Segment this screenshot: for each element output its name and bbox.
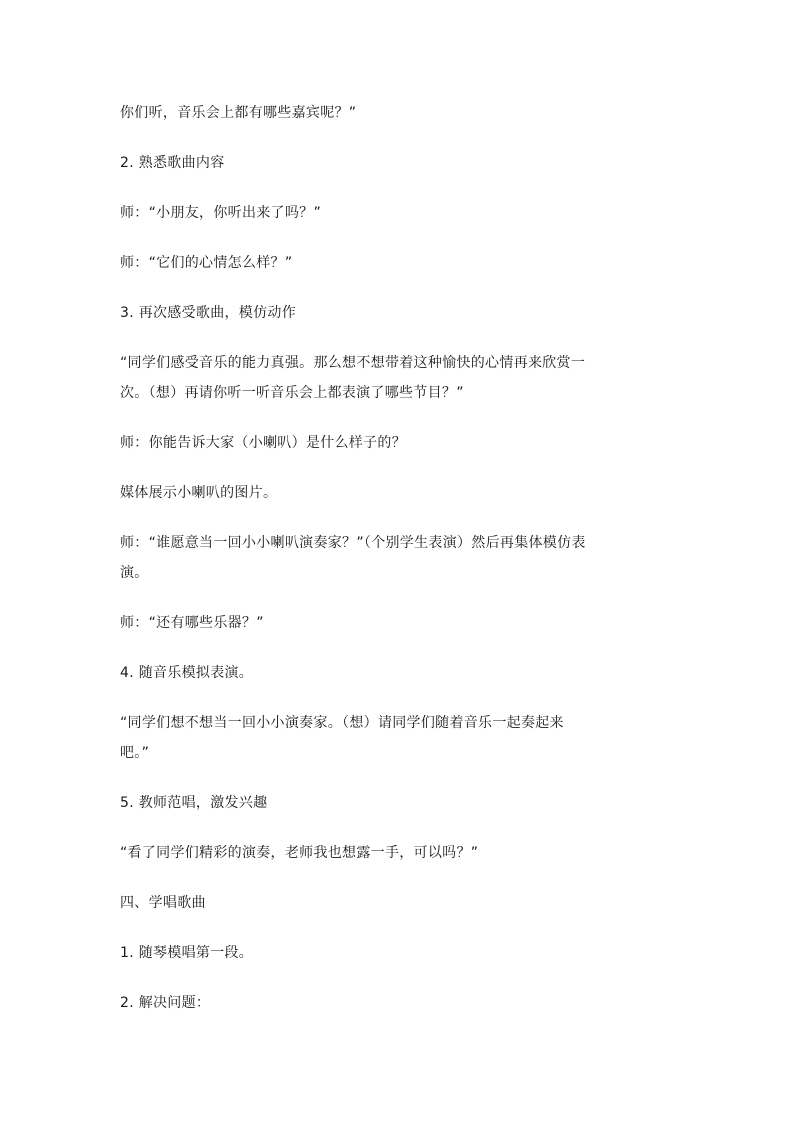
text-line: 演。 bbox=[120, 565, 149, 581]
text-line: 师：你能告诉大家（小喇叭）是什么样子的？ bbox=[120, 435, 406, 451]
text-line: “同学们想不想当一回小小演奏家。（想）请同学们随着音乐一起奏起来 bbox=[120, 715, 564, 731]
section-heading: 5. 教师范唱，激发兴趣 bbox=[120, 795, 268, 811]
text-line: 师：“谁愿意当一回小小喇叭演奏家？”（个别学生表演）然后再集体模仿表 bbox=[120, 535, 586, 551]
text-line: 媒体展示小喇叭的图片。 bbox=[120, 485, 278, 501]
text-line: 师：“小朋友，你听出来了吗？” bbox=[120, 205, 322, 221]
text-line: 次。（想）再请你听一听音乐会上都表演了哪些节目？” bbox=[120, 385, 464, 401]
text-line: 师：“还有哪些乐器？” bbox=[120, 615, 264, 631]
text-line: “同学们感受音乐的能力真强。那么想不想带着这种愉快的心情再来欣赏一 bbox=[120, 355, 586, 371]
section-heading: 四、学唱歌曲 bbox=[120, 895, 206, 911]
text-line: 你们听，音乐会上都有哪些嘉宾呢？” bbox=[120, 105, 357, 121]
text-line: 师：“它们的心情怎么样？” bbox=[120, 255, 293, 271]
section-heading: 1. 随琴模唱第一段。 bbox=[120, 945, 254, 961]
section-heading: 4. 随音乐模拟表演。 bbox=[120, 665, 254, 681]
section-heading: 2. 熟悉歌曲内容 bbox=[120, 155, 225, 171]
section-heading: 3. 再次感受歌曲，模仿动作 bbox=[120, 305, 297, 321]
text-line: 吧。” bbox=[120, 745, 150, 761]
section-heading: 2. 解决问题： bbox=[120, 995, 211, 1011]
text-line: “看了同学们精彩的演奏，老师我也想露一手，可以吗？” bbox=[120, 845, 479, 861]
